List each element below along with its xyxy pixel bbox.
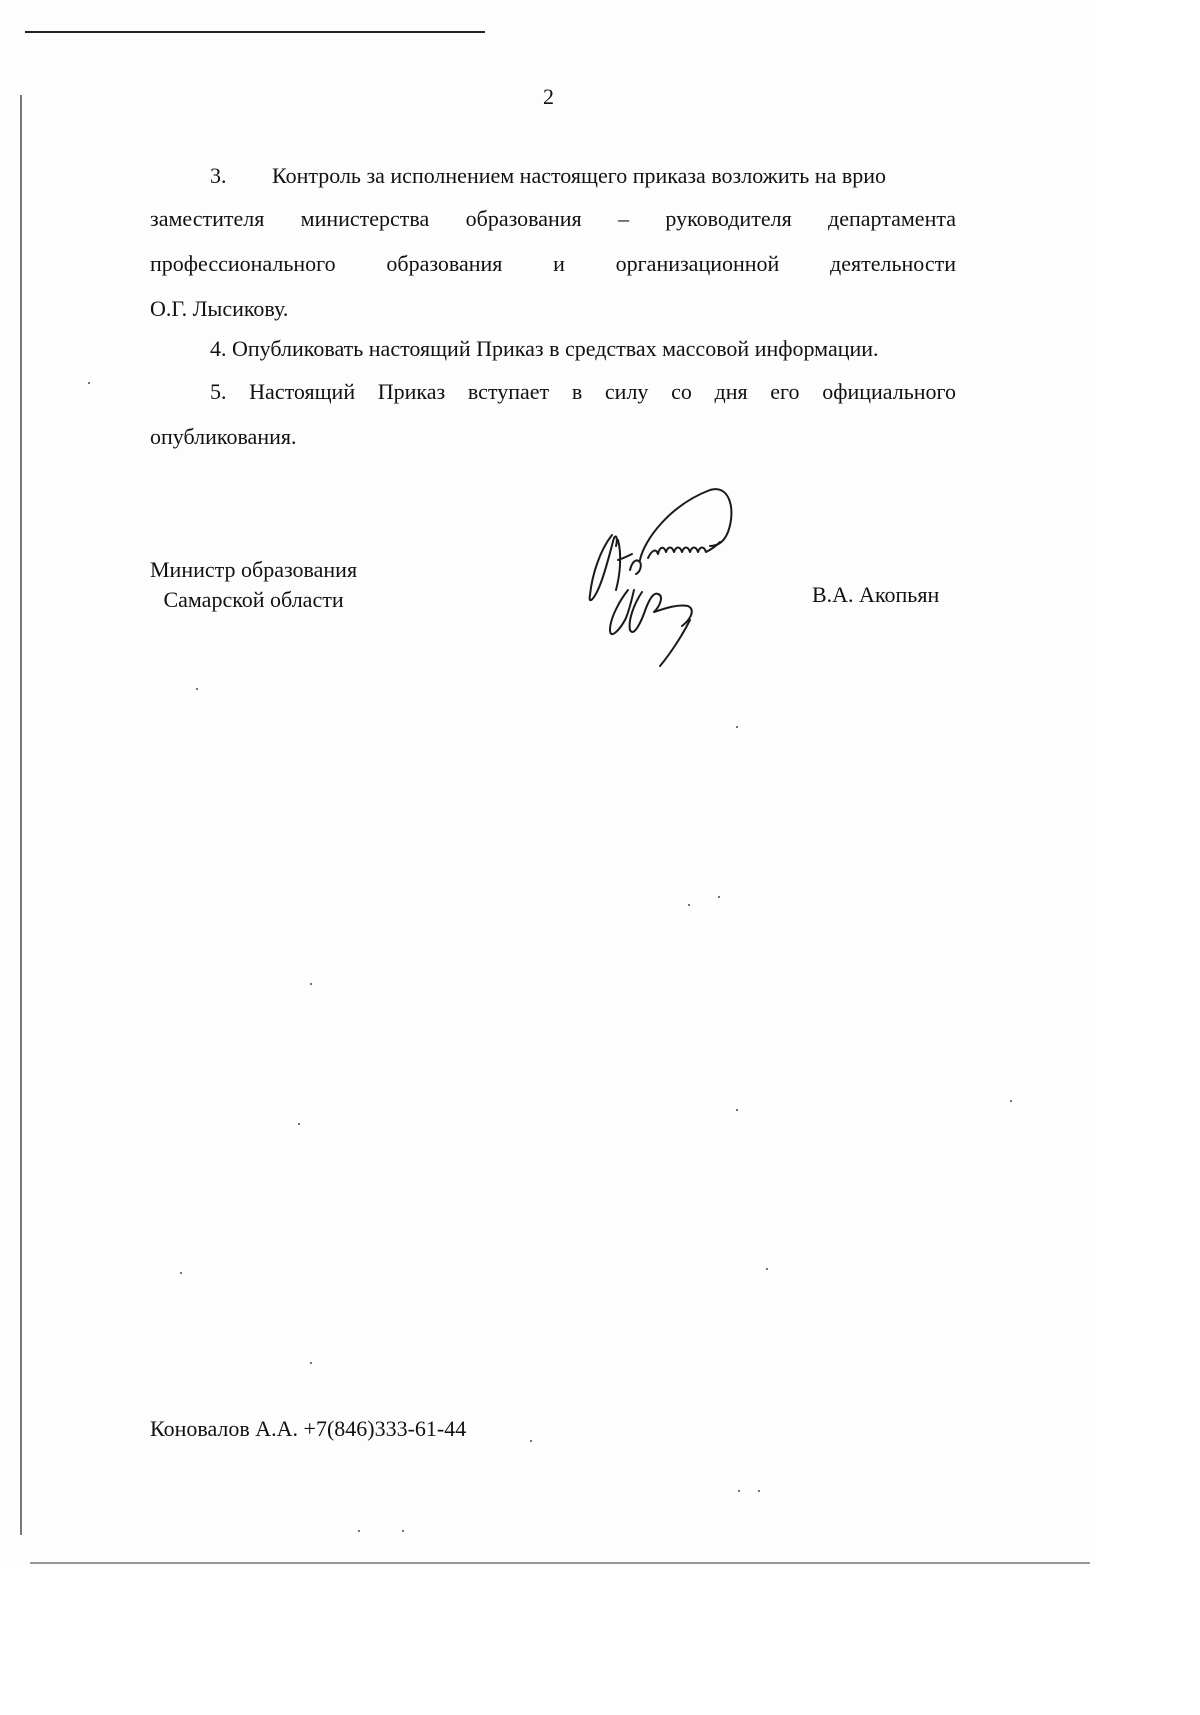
signatory-title-line-1: Министр образования xyxy=(150,557,358,582)
scan-speck xyxy=(298,1123,300,1125)
item-4-text: 4. Опубликовать настоящий Приказ в средствах массовой информации. xyxy=(210,336,879,361)
scan-speck xyxy=(310,1362,312,1364)
scan-speck xyxy=(530,1440,532,1442)
signatory-title xyxy=(150,555,357,615)
scan-speck xyxy=(738,1490,740,1492)
item-5-line-1: 5. Настоящий Приказ вступает в силу со дня его официального xyxy=(210,379,956,404)
item-3-line-1 xyxy=(150,165,956,187)
scan-speck xyxy=(736,726,738,728)
handwritten-signature xyxy=(570,480,750,670)
scan-speck xyxy=(88,382,90,384)
scan-speck xyxy=(180,1272,182,1274)
scan-speck xyxy=(766,1268,768,1270)
item-3-line-3: профессионального образования и организационной деятельности xyxy=(150,251,956,276)
item-3-number: 3. xyxy=(210,163,227,188)
scan-speck xyxy=(758,1490,760,1492)
scan-speck xyxy=(358,1530,360,1532)
scan-speck xyxy=(402,1530,404,1532)
scan-speck xyxy=(736,1109,738,1111)
scan-border-left xyxy=(20,95,22,1535)
scan-border-top xyxy=(25,31,485,33)
scan-speck xyxy=(688,904,690,906)
item-3-line-4: О.Г. Лысикову. xyxy=(150,296,289,321)
item-3-text-line-1: Контроль за исполнением настоящего приказа возложить на врио xyxy=(272,163,886,188)
item-3-line-2: заместителя министерства образования – руководителя департамента xyxy=(150,206,956,231)
scan-border-bottom xyxy=(30,1562,1090,1564)
scan-speck xyxy=(310,983,312,985)
signatory-name: В.А. Акопьян xyxy=(812,582,940,607)
page-number: 2 xyxy=(543,84,554,109)
signatory-title-line-2: Самарской области xyxy=(163,587,344,612)
scan-speck xyxy=(1010,1100,1012,1102)
item-5-line-2: опубликования. xyxy=(150,424,297,449)
contact-line: Коновалов А.А. +7(846)333-61-44 xyxy=(150,1416,467,1441)
scan-speck xyxy=(718,896,720,898)
scan-speck xyxy=(196,688,198,690)
